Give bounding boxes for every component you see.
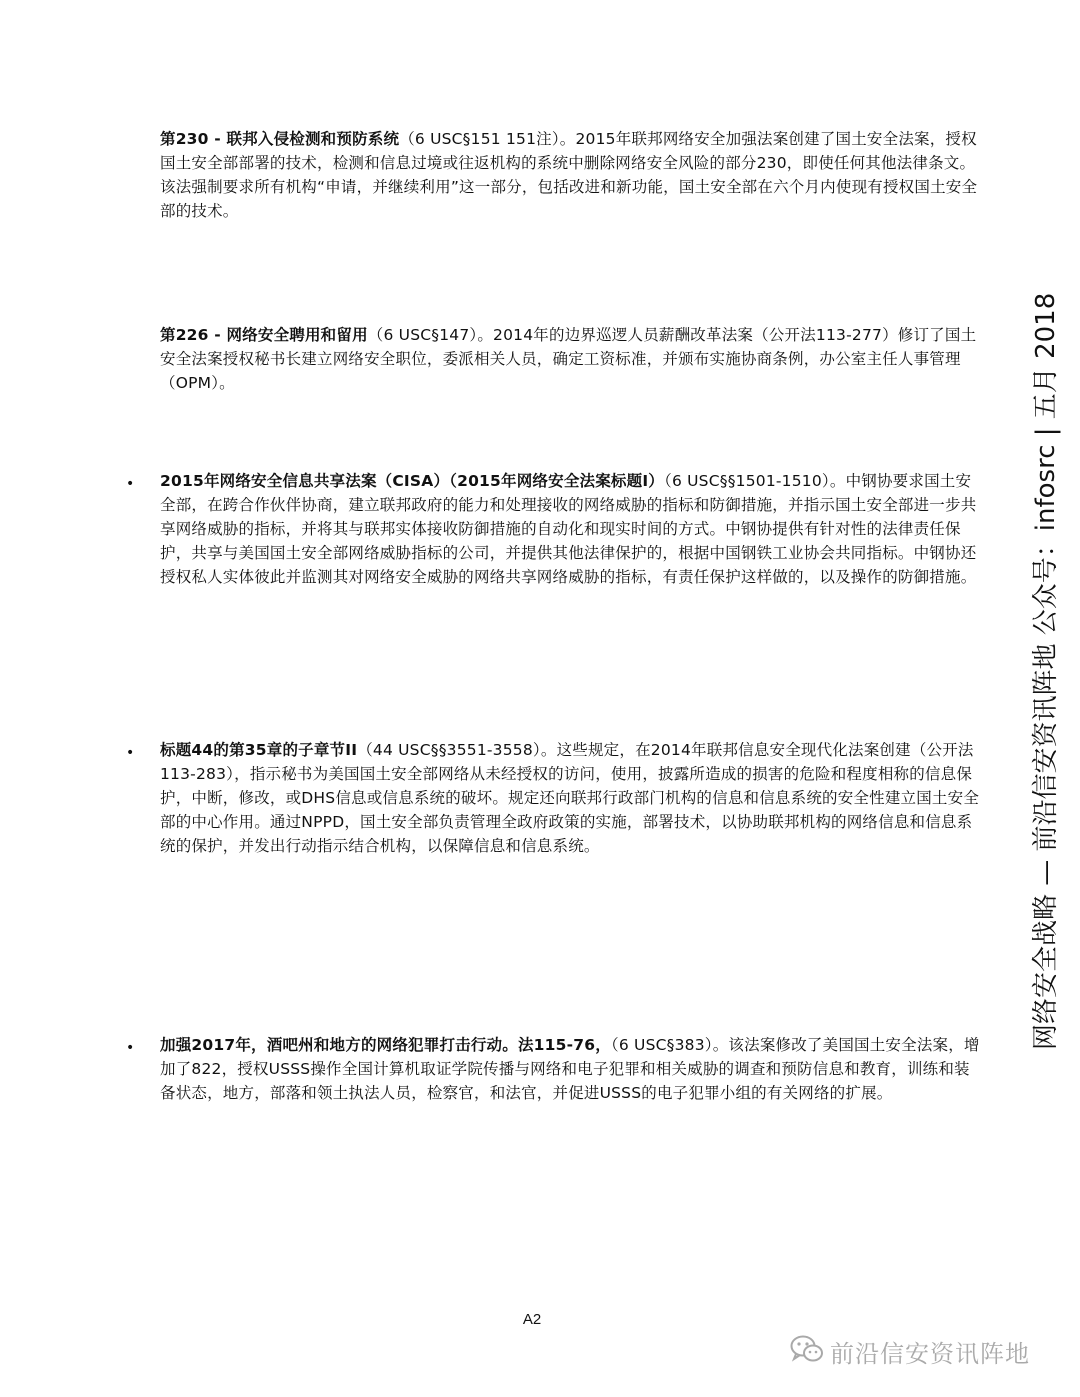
paragraph-heading: 标题44的第35章的子章节II bbox=[160, 741, 358, 759]
watermark-text: 前沿信安资讯阵地 bbox=[830, 1339, 1030, 1368]
wechat-icon bbox=[790, 1334, 824, 1368]
paragraph-section-230 bbox=[160, 127, 980, 223]
paragraph-body: （6 USC§151 151注）。2015年联邦网络安全加强法案创建了国土安全法案，授权国土安全部部署的技术，检测和信息过境或往返机构的系统中删除网络安全风险的部分230，即使任何其他法律条文。该法强制要求所有机构“申请，并继续利用”这一部分，包括改进和新功能，国土安全部在六个月内使现有授权国土安全部的技术。 bbox=[160, 130, 978, 220]
bullet-marker: • bbox=[126, 1040, 135, 1056]
page-number: A2 bbox=[522, 1311, 542, 1328]
paragraph-cisa bbox=[160, 469, 980, 589]
side-title: 网络安全战略 — 前沿信安资讯阵地 公众号：infosrc | 五月 2018 bbox=[1031, 292, 1061, 1050]
paragraph-law-115-76 bbox=[160, 1033, 980, 1105]
paragraph-heading: 加强2017年，酒吧州和地方的网络犯罪打击行动。法115-76， bbox=[160, 1036, 611, 1054]
bullet-marker: • bbox=[126, 745, 135, 761]
paragraph-section-226 bbox=[160, 323, 980, 395]
paragraph-body: （6 USC§§1501-1510）。中钢协要求国土安全部，在跨合作伙伴协商，建立联邦政府的能力和处理接收的网络威胁的指标和防御措施，并指示国土安全部进一步共享网络威胁的指标，并将其与联邦实体接收防御措施的自动化和现实时间的方式。中钢协提供有针对性的法律责任保护，共享与美国国土安全部网络威胁指标的公司，并提供其他法律保护的，根据中国钢铁工业协会共同指标。中钢协还授权私人实体彼此并监测其对网络安全威胁的网络共享网络威胁的指标，有责任保护这样做的，以及操作的防御措施。 bbox=[160, 472, 977, 586]
paragraph-title-44 bbox=[160, 738, 980, 858]
watermark bbox=[790, 1333, 1030, 1369]
bullet-marker: • bbox=[126, 476, 135, 492]
paragraph-heading: 2015年网络安全信息共享法案（CISA）（2015年网络安全法案标题I） bbox=[160, 472, 664, 490]
paragraph-heading: 第226 - 网络安全聘用和留用 bbox=[160, 326, 368, 344]
side-title-container bbox=[1026, 292, 1066, 1050]
paragraph-heading: 第230 - 联邦入侵检测和预防系统 bbox=[160, 130, 400, 148]
paragraph-body: （44 USC§§3551-3558）。这些规定，在2014年联邦信息安全现代化法案创建（公开法113-283），指示秘书为美国国土安全部网络从未经授权的访问，使用，披露所造成的损害的危险和程度相称的信息保护，中断，修改，或DHS信息或信息系统的破坏。规定还向联邦行政部门机构的信息和信息系统的安全性建立国土安全部的中心作用。通过NPPD，国土安全部负责管理全政府政策的实施，部署技术，以协助联邦机构的网络信息和信息系统的保护，并发出行动指示结合机构，以保障信息和信息系统。 bbox=[160, 741, 980, 855]
paragraph-body: （6 USC§147）。2014年的边界巡逻人员薪酬改革法案（公开法113-277）修订了国土安全法案授权秘书长建立网络安全职位，委派相关人员，确定工资标准，并颁布实施协商条例，办公室主任人事管理（OPM）。 bbox=[160, 326, 977, 392]
paragraph-body: （6 USC§383）。该法案修改了美国国土安全法案，增加了822，授权USSS操作全国计算机取证学院传播与网络和电子犯罪和相关威胁的调查和预防信息和教育，训练和装备状态，地方，部落和领土执法人员，检察官，和法官，并促进USSS的电子犯罪小组的有关网络的扩展。 bbox=[160, 1036, 980, 1102]
